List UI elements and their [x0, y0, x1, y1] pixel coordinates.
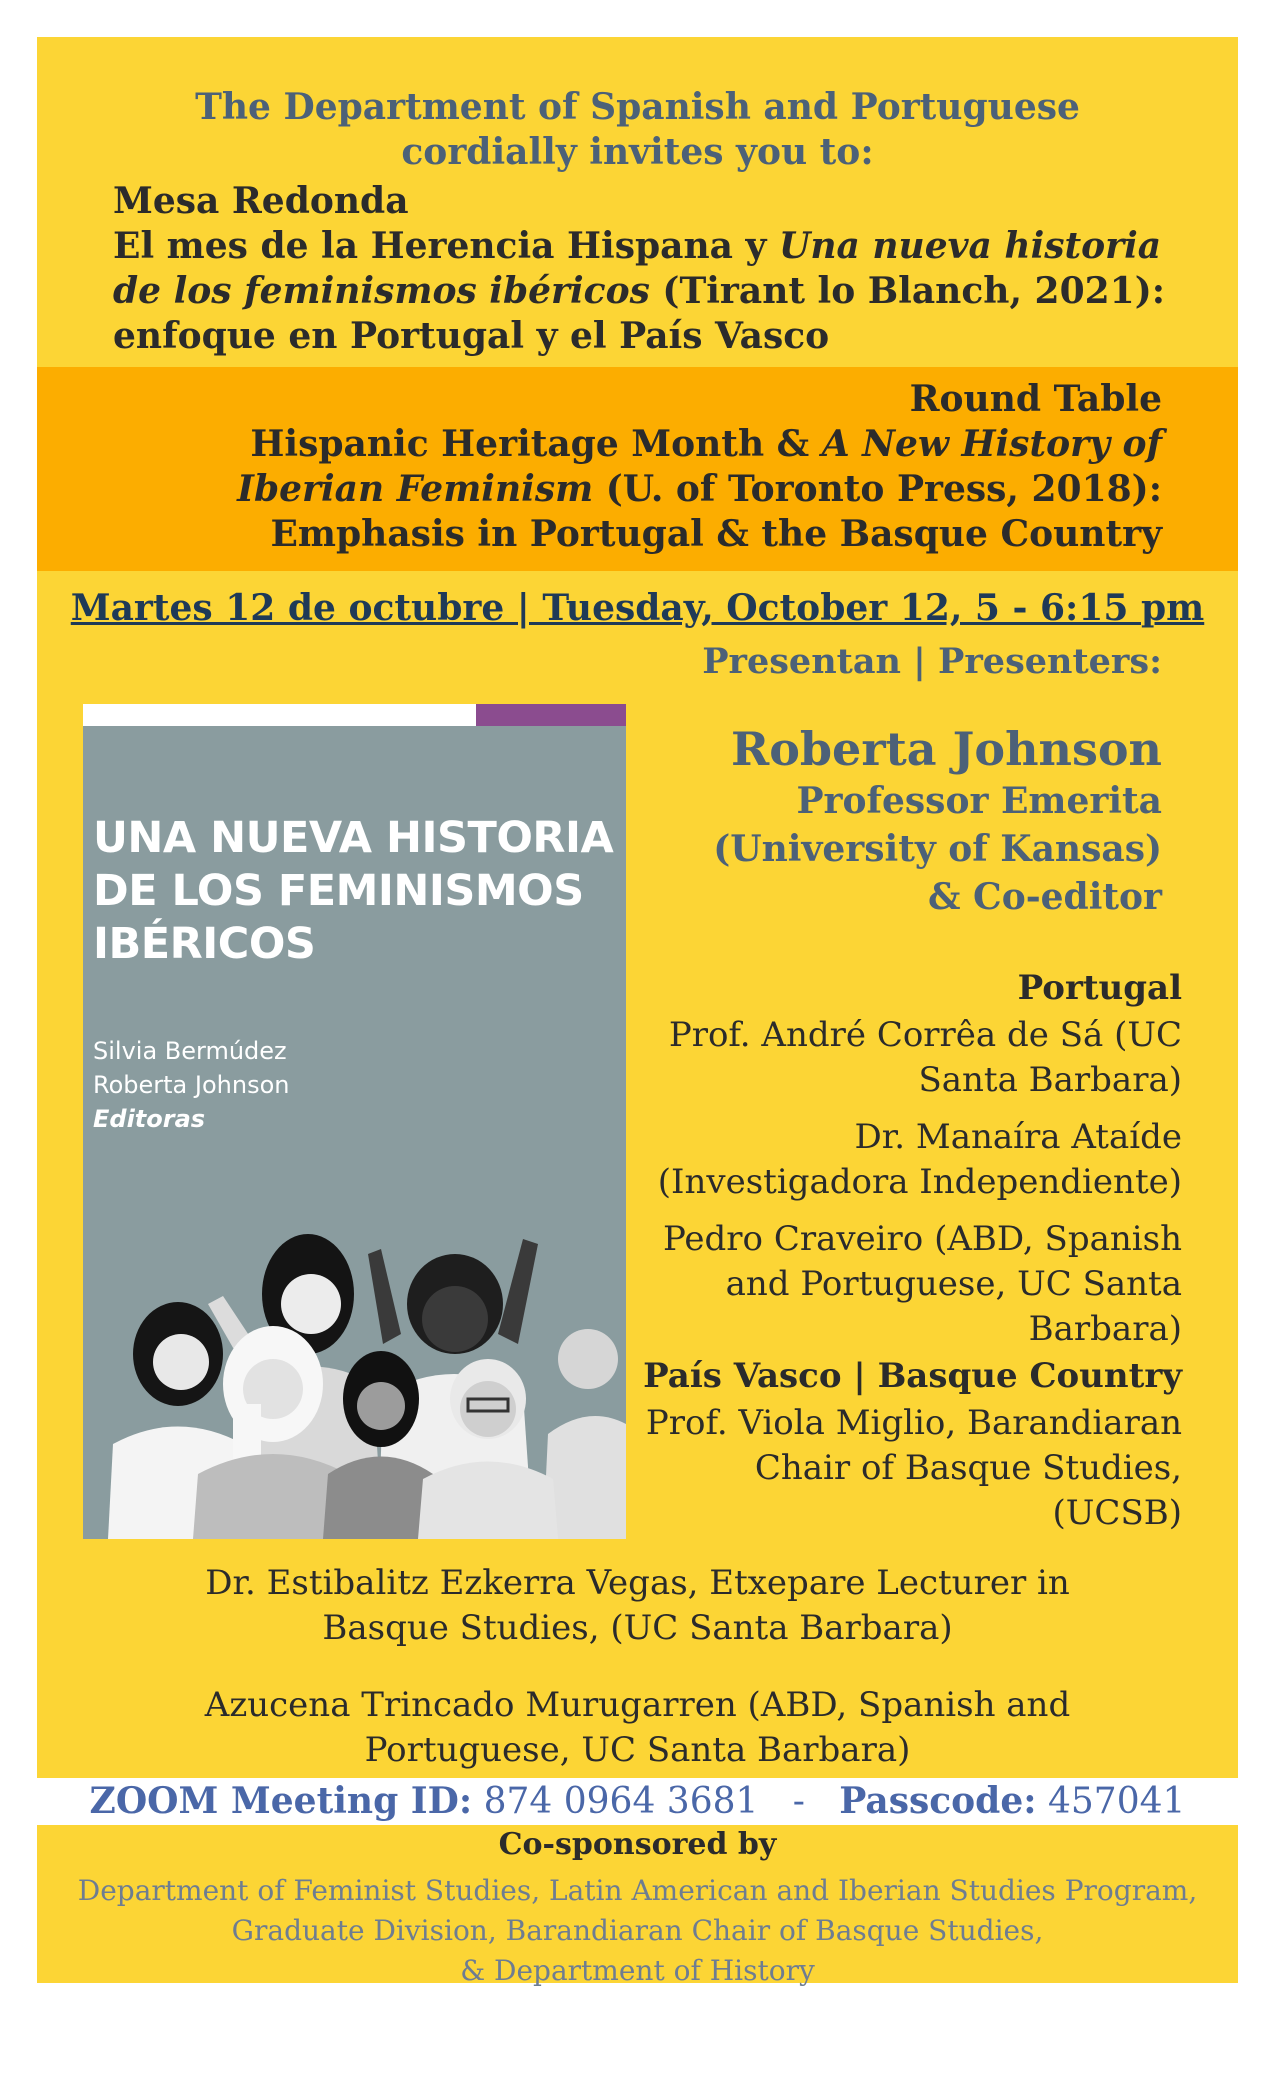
presenter-basque-3: Azucena Trincado Murugarren (ABD, Spanish and Portuguese, UC Santa Barbara)	[204, 1685, 1071, 1770]
cosponsors-title: Co-sponsored by	[498, 1827, 777, 1862]
zoom-passcode-label: Passcode:	[839, 1780, 1037, 1822]
basque-heading: País Vasco | Basque Country	[643, 1356, 1182, 1396]
round-table-section	[37, 367, 1238, 571]
cosponsors-line-1: Department of Feminist Studies, Latin American and Iberian Studies Program,	[77, 1874, 1198, 1907]
mesa-redonda-block	[113, 179, 1193, 359]
zoom-id-value[interactable]: 874 0964 3681	[483, 1781, 759, 1822]
figure-face	[153, 1334, 209, 1390]
presenter-portugal-3: Pedro Craveiro (ABD, Spanish and Portuguese, UC Santa Barbara)	[663, 1219, 1182, 1349]
cosponsors-section	[37, 1825, 1238, 1987]
invitation-line-2: cordially invites you to:	[401, 131, 874, 173]
mesa-heading: Mesa Redonda	[113, 180, 409, 222]
book-editors	[93, 1034, 289, 1136]
mesa-title	[113, 224, 1193, 359]
round-table-title	[162, 422, 1162, 557]
mesa-title-b: (Tirant lo Blanch, 2021): enfoque en Portugal y el País Vasco	[113, 270, 1166, 357]
mesa-title-a: El mes de la Herencia Hispana y	[113, 225, 779, 267]
book-editor-1: Silvia Bermúdez	[93, 1037, 287, 1065]
presenters-list	[622, 966, 1182, 1548]
zoom-passcode-value[interactable]: 457041	[1048, 1781, 1186, 1822]
figure-face	[558, 1329, 618, 1389]
figure-body	[418, 1462, 558, 1540]
book-title-line-1: UNA NUEVA HISTORIA	[93, 813, 614, 863]
intro-section	[37, 37, 1238, 367]
main-presenter-name: Roberta Johnson	[730, 722, 1162, 776]
round-table-block	[162, 377, 1162, 557]
book-title	[93, 812, 613, 971]
presenter-basque-2: Dr. Estibalitz Ezkerra Vegas, Etxepare Lecturer in Basque Studies, (UC Santa Barbara)	[205, 1563, 1070, 1648]
figure-raised-arm	[368, 1249, 401, 1344]
mesa-title-italic: Una nueva historia de los feminismos ibéricos	[113, 225, 1162, 312]
zoom-section	[37, 1778, 1238, 1825]
book-title-line-2: DE LOS FEMINISMOS	[93, 866, 584, 916]
book-cover	[83, 704, 626, 1539]
cosponsors-line-3: & Department of History	[460, 1954, 815, 1987]
cosponsors-line-2: Graduate Division, Barandiaran Chair of Basque Studies,	[231, 1914, 1044, 1947]
invitation-text	[0, 85, 1275, 175]
presenters-label: Presentan | Presenters:	[702, 641, 1162, 682]
zoom-info	[37, 1778, 1238, 1825]
presenter-basque-1: Prof. Viola Miglio, Barandiaran Chair of Basque Studies, (UCSB)	[645, 1403, 1182, 1533]
book-editor-2: Roberta Johnson	[93, 1071, 290, 1099]
round-title-a: Hispanic Heritage Month &	[250, 423, 822, 465]
figure-face	[281, 1274, 341, 1334]
book-title-line-3: IBÉRICOS	[93, 919, 316, 969]
presenter-portugal-1: Prof. André Corrêa de Sá (UC Santa Barbara)	[668, 1015, 1182, 1100]
figure-face	[357, 1382, 405, 1430]
event-date: Martes 12 de octubre | Tuesday, October 12, 5 - 6:15 pm	[70, 587, 1205, 629]
round-title-italic: A New History of Iberian Feminism	[237, 423, 1162, 510]
main-section	[37, 571, 1238, 1778]
main-presenter	[562, 721, 1162, 921]
portugal-heading: Portugal	[1017, 968, 1182, 1008]
book-editors-label: Editoras	[93, 1105, 206, 1133]
women-illustration	[83, 1184, 626, 1539]
cosponsors-list	[37, 1871, 1238, 1991]
invitation-line-1: The Department of Spanish and Portuguese	[195, 86, 1080, 128]
figure-raised-arm	[498, 1239, 538, 1344]
main-presenter-affiliation: (University of Kansas)	[713, 828, 1162, 870]
zoom-separator: -	[792, 1781, 805, 1822]
main-presenter-role: Professor Emerita	[796, 780, 1162, 822]
zoom-id-label: ZOOM Meeting ID:	[89, 1780, 473, 1822]
main-presenter-extra: & Co-editor	[928, 876, 1162, 918]
figure-face	[422, 1286, 488, 1352]
presenter-portugal-2: Dr. Manaíra Ataíde (Investigadora Independiente)	[657, 1117, 1182, 1202]
round-title-b: (U. of Toronto Press, 2018): Emphasis in Portugal & the Basque Country	[270, 468, 1162, 555]
round-table-heading: Round Table	[909, 378, 1162, 420]
